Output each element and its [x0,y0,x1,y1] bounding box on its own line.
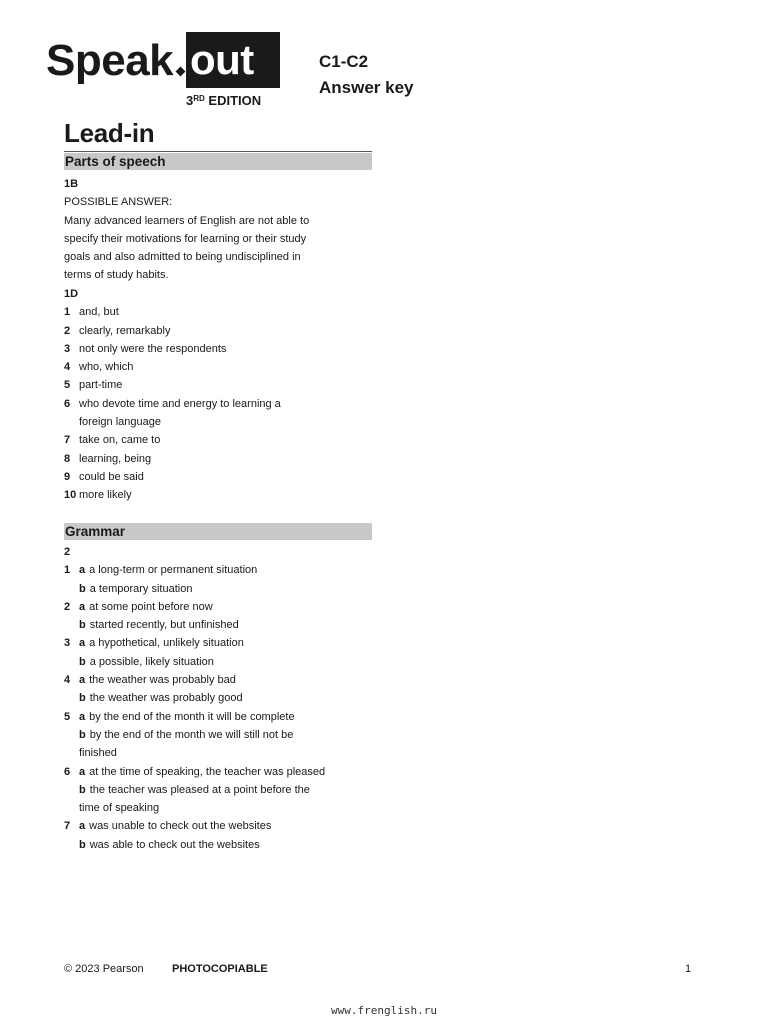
watermark-url: www.frenglish.ru [331,1004,437,1017]
logo-word-speak: Speak [46,36,174,85]
section-heading-parts-of-speech: Parts of speech [64,153,372,170]
list-item-continuation: foreign language [79,416,161,429]
list-item-continuation: time of speaking [79,802,160,815]
list-item: 2 a at some point before now [64,600,213,613]
unit-title: Lead-in [64,118,155,148]
list-item: 3 not only were the respondents [64,342,227,355]
exercise-1b [64,175,384,285]
list-item-continuation: finished [79,747,117,760]
exercise-2 [64,543,384,854]
list-item: 7 a was unable to check out the websites [64,820,272,833]
list-item-b: b a temporary situation [79,582,193,595]
answer-line: terms of study habits. [64,269,169,282]
list-item: 7 take on, came to [64,434,161,447]
list-item: 6 a at the time of speaking, the teacher was pleased [64,765,326,778]
logo-dot [176,67,186,77]
list-item: 1 a a long-term or permanent situation [64,564,258,577]
answer-line: goals and also admitted to being undisciplined in [64,251,301,264]
exercise-1d [64,285,384,505]
level-label: C1-C2 [319,52,369,71]
list-item: 5 part-time [64,379,123,392]
list-item: 10 more likely [64,489,132,502]
list-item: 9 could be said [64,470,144,483]
exercise-label: 1B [64,178,79,190]
page-number: 1 [685,963,692,975]
list-item: 4 who, which [64,361,134,374]
answer-line: Many advanced learners of English are not able to [64,214,310,227]
list-item-b: b the weather was probably good [79,692,243,705]
list-item-b: b was able to check out the websites [79,838,260,851]
footer-copyright: © 2023 Pearson [64,963,144,975]
exercise-label: 1D [64,288,79,300]
footer-photocopiable: PHOTOCOPIABLE [172,963,268,975]
list-item: 3 a a hypothetical, unlikely situation [64,637,244,650]
section-heading-grammar: Grammar [64,523,372,540]
list-item: 6 who devote time and energy to learning a [64,397,281,410]
document-type: Answer key [319,78,414,97]
title-divider [64,151,372,152]
edition-label: 3RD EDITION [186,93,262,108]
list-item: 8 learning, being [64,452,152,465]
list-item: 4 a the weather was probably bad [64,674,236,687]
speakout-logo [46,32,282,112]
answer-line: POSSIBLE ANSWER: [64,196,173,209]
exercise-label: 2 [64,546,71,558]
list-item: 1 and, but [64,306,119,319]
list-item: 2 clearly, remarkably [64,324,171,337]
answer-line: specify their motivations for learning or their study [64,232,307,245]
list-item-b: b the teacher was pleased at a point before the [79,783,310,796]
list-item-b: b by the end of the month we will still not be [79,728,294,741]
list-item: 5 a by the end of the month it will be complete [64,710,295,723]
list-item-b: b started recently, but unfinished [79,619,239,632]
logo-word-out: out [190,36,254,83]
list-item-b: b a possible, likely situation [79,655,214,668]
